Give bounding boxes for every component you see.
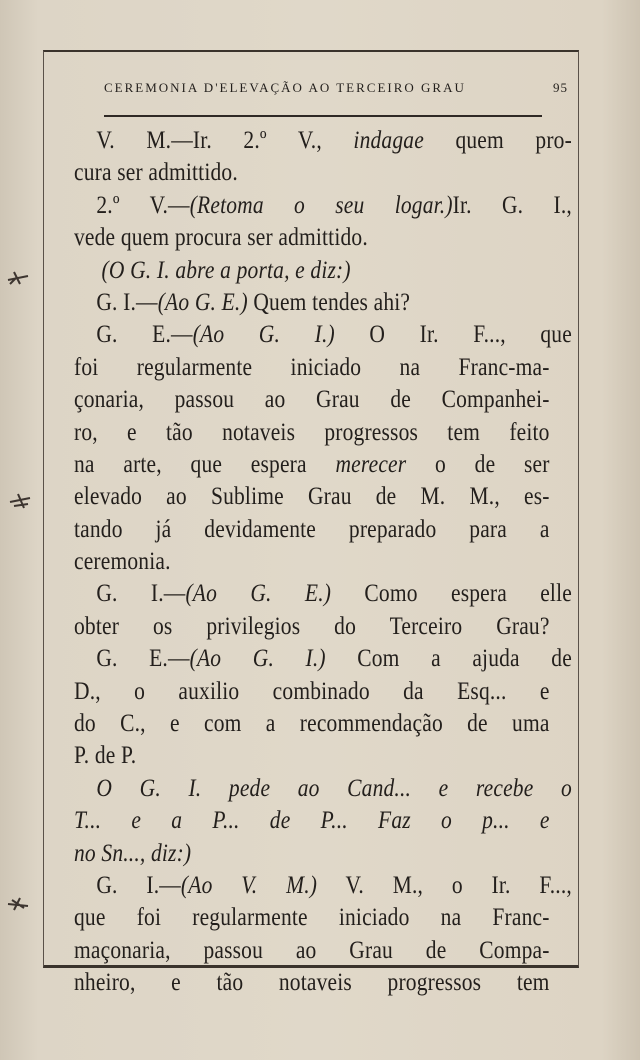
margin-ink-mark [6, 892, 32, 916]
text-line: G. I.—(Ao G. E.) Como espera elle [96, 580, 572, 608]
text-line: G. E.—(Ao G. I.) O Ir. F..., que [96, 321, 572, 349]
text-line: çonaria, passou ao Grau de Companhei- [74, 386, 550, 414]
text-line: elevado ao Sublime Grau de M. M., es- [74, 483, 550, 511]
page-number: 95 [553, 80, 568, 95]
text-line: que foi regularmente iniciado na Franc- [74, 904, 550, 932]
text-line: O G. I. pede ao Cand... e recebe o [96, 774, 572, 802]
text-line: no Sn..., diz:) [74, 839, 192, 867]
margin-ink-mark [8, 490, 34, 514]
text-line: P. de P. [74, 742, 137, 770]
text-line: G. E.—(Ao G. I.) Com a ajuda de [96, 645, 572, 673]
header-rule [104, 115, 542, 117]
margin-ink-mark [6, 266, 32, 290]
body-text [74, 125, 572, 1000]
text-line: nheiro, e tão notaveis progressos tem [74, 969, 550, 997]
running-title: CEREMONIA D'ELEVAÇÃO AO TERCEIRO GRAU [104, 80, 466, 95]
text-line: (O G. I. abre a porta, e diz:) [101, 256, 351, 284]
text-line: T... e a P... de P... Faz o p... e [74, 807, 550, 835]
text-line: foi regularmente iniciado na Franc-ma- [74, 353, 550, 381]
text-line: obter os privilegios do Terceiro Grau? [74, 612, 550, 640]
text-line: tando já devidamente preparado para a [74, 515, 550, 543]
text-line: V. M.—Ir. 2.º V., indagae quem pro- [96, 127, 572, 154]
text-line: ro, e tão notaveis progressos tem feito [74, 418, 550, 446]
text-line: vede quem procura ser admittido. [74, 224, 368, 252]
text-line: do C., e com a recommendação de uma [74, 710, 550, 738]
text-line: maçonaria, passou ao Grau de Compa- [74, 936, 550, 964]
text-line: na arte, que espera merecer o de ser [74, 450, 550, 478]
text-line: G. I.—(Ao G. E.) Quem tendes ahi? [96, 288, 411, 316]
running-head [104, 80, 574, 102]
text-line: ceremonia. [74, 548, 171, 576]
text-line: cura ser admittido. [74, 159, 238, 187]
text-line: 2.º V.—(Retoma o seu logar.)Ir. G. I., [96, 191, 572, 219]
text-line: G. I.—(Ao V. M.) V. M., o Ir. F..., [96, 871, 572, 899]
text-line: D., o auxilio combinado da Esq... e [74, 677, 550, 705]
